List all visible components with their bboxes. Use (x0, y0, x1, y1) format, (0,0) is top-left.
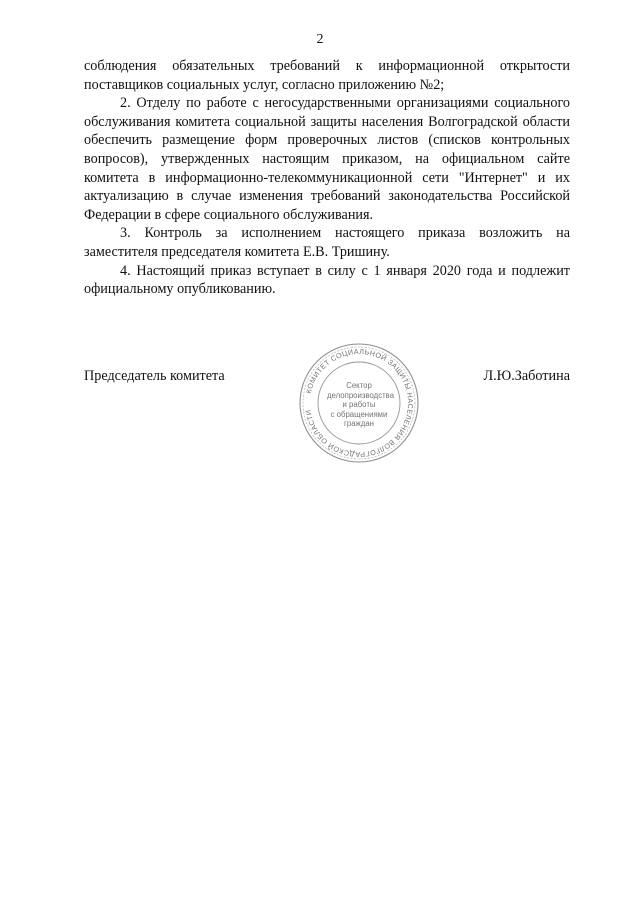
stamp-line: граждан (344, 419, 374, 429)
stamp-ring-text: КОМИТЕТ СОЦИАЛЬНОЙ ЗАЩИТЫ НАСЕЛЕНИЯ ВОЛГОГРАДСКОЙ ОБЛАСТИ (303, 346, 416, 460)
official-stamp (297, 341, 421, 465)
stamp-line: с обращениями (330, 409, 388, 419)
stamp-line: и работы (342, 400, 376, 410)
page-number: 2 (316, 32, 324, 47)
stamp-line: делопроизводства (327, 390, 395, 400)
stamp-center-text (327, 381, 395, 429)
order-body (84, 57, 570, 299)
signer-title: Председатель комитета (84, 368, 225, 384)
paragraph-item-2: 2. Отделу по работе с негосударственными организациями социального обслуживания комитета социальной защиты населения Волгоградской области обеспечить размещение форм проверочных листов (списков контрольных вопросов), утвержденных настоящим приказом, на официальном сайте комитета в информационно-телекоммуникационной сети "Интернет" и их актуализацию в случае изменения требований законодательства Российской Федерации в сфере социального обслуживания. (84, 95, 570, 223)
paragraph-item-4: 4. Настоящий приказ вступает в силу с 1 января 2020 года и подлежит официальному опубликованию. (84, 262, 570, 298)
paragraph-continuation: соблюдения обязательных требований к информационной открытости поставщиков социальных услуг, согласно приложению №2; (84, 58, 570, 93)
stamp-line: Сектор (346, 381, 372, 390)
paragraph-item-3: 3. Контроль за исполнением настоящего приказа возложить на заместителя председателя комитета Е.В. Тришину. (84, 225, 570, 260)
signer-name: Л.Ю.Заботина (483, 368, 570, 384)
